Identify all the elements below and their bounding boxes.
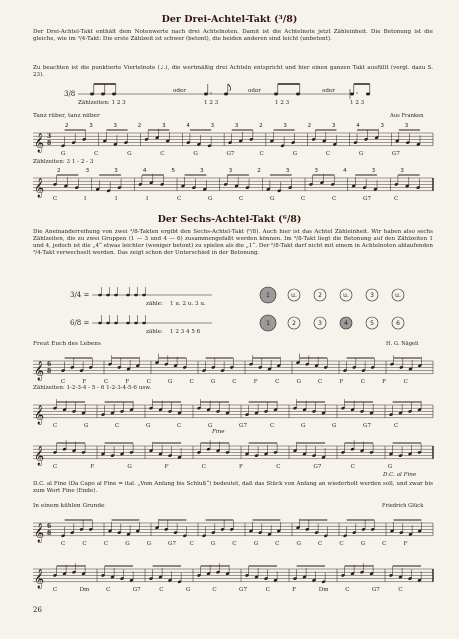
- chord-label: G: [146, 422, 151, 429]
- note-head: [134, 294, 138, 297]
- fingering-number: 3: [210, 123, 215, 129]
- chord-label: G: [168, 378, 173, 385]
- note-head: [114, 322, 118, 325]
- chord-label: G7: [239, 586, 248, 593]
- chord-label: F: [253, 378, 258, 385]
- chord-label: F: [125, 378, 130, 385]
- fingering-number: 2: [65, 123, 69, 129]
- fingering-number: 3: [234, 123, 239, 129]
- chord-label: F: [82, 378, 87, 385]
- fingering-number: 3: [371, 168, 376, 174]
- chord-label: C: [53, 463, 58, 470]
- chord-label: C: [265, 586, 270, 593]
- note-head: [126, 322, 130, 325]
- chord-label: C: [394, 422, 399, 429]
- note-head: [114, 294, 118, 297]
- song1-counts: Zählzeiten: 3 1 - 2 - 3: [33, 159, 94, 165]
- staff-song2-row2: [0, 393, 459, 433]
- song2-source: H. G. Nägeli: [386, 341, 419, 347]
- chord-label: I: [146, 195, 149, 202]
- fingering-number: 4: [142, 168, 147, 174]
- chord-label: C: [339, 540, 344, 547]
- note-head: [98, 294, 102, 297]
- paragraph-dc-al-fine: D.C. al Fine (Da Capo al Fine = ital. „Vom Anfang bis Schluß“) bedeutet, daß das Stück von Anfang an wiederholt werden soll, und zwar bis zum Wort Fine (Ende).: [33, 481, 433, 495]
- chord-label: C: [103, 540, 109, 547]
- chord-label: F: [339, 378, 344, 385]
- paragraph-three-eight-intro: Der Drei-Achtel-Takt enthält dem Notenwerte nach drei Achtelnoten. Damit ist die Achtelnote jetzt Zähleinheit. Die Betonung ist die gleiche, wie im ³/4-Takt: Die erste Zählzeit ist schwer (betont), die beiden anderen sind leicht (unbetont).: [33, 29, 433, 43]
- count-circle-label: u.: [291, 292, 297, 299]
- chord-label: F: [90, 463, 95, 470]
- example-counts-c: 1 2 3: [275, 100, 290, 106]
- fingering-number: 4: [356, 123, 360, 129]
- song2-title: Freut Euch des Lebens: [33, 341, 102, 347]
- paragraph-dotted-quarter: Zu beachten ist die punktierte Viertelnote (♩.), die wertmäßig drei Achteln entspricht und hier einen ganzen Takt ausfüllt (vergl. dazu S. 23).: [33, 65, 433, 79]
- chord-label: C: [106, 586, 111, 593]
- count-circle-label: 3: [370, 292, 374, 299]
- fingering-number: 3: [162, 123, 166, 129]
- chord-label: C: [159, 586, 164, 593]
- chord-label: C: [259, 150, 264, 157]
- treble-clef-icon: 𝄞: [34, 132, 45, 153]
- fingering-number: 4: [343, 168, 347, 174]
- chord-label: G7: [132, 586, 141, 593]
- count-circle-label: 6: [396, 320, 400, 327]
- chord-label: C: [360, 378, 366, 385]
- chord-label: C: [177, 422, 182, 429]
- oder-label-2: oder: [248, 88, 261, 94]
- fingering-number: 3: [89, 123, 93, 129]
- chord-label: G: [125, 540, 130, 547]
- note-head: [98, 322, 102, 325]
- chord-label: G: [358, 150, 364, 157]
- time-sig-bottom: 8: [47, 368, 52, 376]
- chord-label: C: [403, 378, 408, 385]
- chord-label: C: [189, 540, 194, 547]
- fingering-number: 3: [404, 123, 409, 129]
- chord-label: G: [296, 378, 301, 385]
- chord-label: G: [127, 463, 132, 470]
- chord-label: G: [253, 540, 259, 547]
- chord-label: C: [317, 378, 323, 385]
- chord-label: G: [146, 540, 152, 547]
- time-sig-top: 3: [47, 133, 52, 141]
- count-circle-label: 1: [266, 320, 270, 327]
- song1-source: Aus Franken: [390, 113, 424, 119]
- fingering-number: 4: [186, 123, 190, 129]
- fingering-number: 2: [257, 168, 261, 174]
- staff-song3-row2: [0, 557, 459, 603]
- fingering-number: 3: [400, 168, 404, 174]
- chord-label: F: [403, 540, 408, 547]
- chord-label: C: [61, 378, 66, 385]
- fingering-number: 3: [114, 168, 118, 174]
- chord-label: G: [292, 150, 298, 157]
- chord-label: C: [398, 586, 403, 593]
- chord-label: I: [84, 195, 87, 202]
- chord-label: G7: [363, 195, 372, 202]
- fingering-number: 3: [200, 168, 204, 174]
- chord-label: C: [177, 195, 182, 202]
- fingering-number: 2: [259, 123, 263, 129]
- chord-label: G: [61, 150, 66, 157]
- chord-label: C: [232, 378, 237, 385]
- note-head: [142, 322, 146, 325]
- fingering-number: 2: [307, 123, 312, 129]
- treble-clef-icon: 𝄞: [34, 404, 45, 425]
- fingering-number: 2: [137, 123, 142, 129]
- chord-label: G: [360, 540, 366, 547]
- fingering-number: 3: [314, 168, 319, 174]
- note-head: [134, 322, 138, 325]
- note-head: [126, 294, 130, 297]
- staff-song3-row1: [0, 511, 459, 555]
- song2-counts: Zählzeiten: 1-2-3-4 - 5 - 6 1-2-3-4-5-6 usw.: [33, 385, 152, 391]
- chord-label: C: [276, 463, 281, 470]
- fingering-number: 3: [113, 123, 118, 129]
- example-counts-d: 1 2 3: [350, 100, 365, 106]
- chord-label: G7: [391, 150, 400, 157]
- chord-label: G: [193, 150, 198, 157]
- oder-label-1: oder: [173, 88, 186, 94]
- chord-label: G: [208, 195, 213, 202]
- chord-label: G: [185, 586, 191, 593]
- chord-label: C: [103, 378, 109, 385]
- chord-label: C: [394, 195, 399, 202]
- time-signature-3-8: 3/8: [64, 90, 76, 98]
- fingering-number: 3: [331, 123, 336, 129]
- chord-label: G7: [239, 422, 248, 429]
- staff-song1-row2: [0, 166, 459, 210]
- chord-label: G: [127, 150, 132, 157]
- compare-a-counts: 1 u. 2 u. 3 u.: [170, 301, 206, 307]
- chord-label: C: [212, 586, 217, 593]
- chord-label: C: [325, 150, 331, 157]
- compare-b-count-label: zähle:: [146, 329, 163, 335]
- staff-song2-row1: [0, 349, 459, 389]
- staff-song2-row3: [0, 434, 459, 478]
- chord-label: C: [332, 195, 337, 202]
- rhythm-notes-d: [350, 84, 370, 96]
- chord-label: C: [53, 195, 58, 202]
- chord-label: G: [332, 422, 337, 429]
- section-title-six-eight: Der Sechs-Achtel-Takt (⁶/8): [157, 214, 302, 225]
- chord-label: G: [301, 422, 306, 429]
- song1-title: Tanz rüber, tanz nüber: [33, 113, 100, 119]
- compare-b-time: 6/8 =: [70, 319, 90, 327]
- count-circle-label: u.: [343, 292, 349, 299]
- example-counts-b: 1 2 3: [204, 100, 219, 106]
- chord-label: C: [317, 540, 323, 547]
- fine-marking: Fine: [212, 428, 225, 435]
- chord-label: G: [296, 540, 301, 547]
- rhythm-notes-a: [90, 84, 116, 96]
- fingering-number: 5: [171, 168, 175, 174]
- chord-label: C: [189, 378, 194, 385]
- chord-label: C: [275, 378, 280, 385]
- song3-source: Friedrich Glück: [382, 503, 424, 509]
- count-circle-label: 2: [318, 292, 322, 299]
- chord-label: G7: [168, 540, 177, 547]
- count-circle-label: u.: [395, 292, 401, 299]
- chord-label: C: [301, 195, 306, 202]
- chord-label: C: [382, 540, 387, 547]
- chord-label: G: [210, 378, 216, 385]
- treble-clef-icon: 𝄞: [34, 568, 45, 589]
- fingering-number: 3: [380, 123, 384, 129]
- count-circle-label: 3: [318, 320, 322, 327]
- example-counts-label: Zählzeiten: 1 2 3: [78, 100, 126, 106]
- chord-label: Dm: [318, 586, 329, 593]
- time-sig-top: 6: [47, 361, 52, 369]
- chord-label: C: [270, 422, 275, 429]
- chord-label: Dm: [79, 586, 90, 593]
- chord-label: G: [270, 195, 275, 202]
- fingering-number: 2: [57, 168, 61, 174]
- time-sig-bottom: 8: [47, 140, 52, 148]
- chord-label: F: [292, 586, 297, 593]
- fingering-number: 3: [283, 123, 287, 129]
- compare-six-eight: [0, 313, 459, 335]
- chord-label: C: [232, 540, 237, 547]
- count-circle-label: 2: [292, 320, 296, 327]
- chord-label: G: [210, 540, 216, 547]
- oder-label-3: oder: [322, 88, 335, 94]
- chord-label: G: [84, 422, 89, 429]
- compare-a-count-label: zähle:: [146, 301, 163, 307]
- chord-label: C: [53, 586, 58, 593]
- chord-label: F: [164, 463, 169, 470]
- chord-label: C: [82, 540, 87, 547]
- note-head: [106, 294, 110, 297]
- song3-title: In einem kühlen Grunde: [33, 503, 105, 509]
- chord-label: G7: [313, 463, 322, 470]
- chord-label: C: [115, 422, 120, 429]
- chord-label: F: [239, 463, 243, 470]
- note-head: [142, 294, 146, 297]
- chord-label: C: [160, 150, 165, 157]
- count-circle-label: 4: [344, 320, 348, 327]
- chord-label: C: [239, 195, 244, 202]
- chord-label: C: [94, 150, 99, 157]
- time-sig-top: 6: [47, 523, 52, 531]
- note-head: [106, 322, 110, 325]
- chord-label: C: [61, 540, 66, 547]
- fingering-number: 3: [85, 168, 90, 174]
- chord-label: C: [345, 586, 350, 593]
- dc-al-fine-marking: D.C. al Fine: [383, 471, 417, 478]
- fingering-number: 3: [285, 168, 290, 174]
- section-title-three-eight: Der Drei-Achtel-Takt (³/8): [161, 14, 298, 25]
- rhythm-example-3-8: [0, 82, 459, 110]
- compare-b-counts: 1 2 3 4 5 6: [170, 329, 201, 335]
- compare-a-time: 3/4 =: [70, 291, 90, 299]
- count-circle-label: 5: [370, 320, 374, 327]
- chord-label: C: [201, 463, 207, 470]
- chord-label: C: [53, 422, 58, 429]
- chord-label: C: [275, 540, 280, 547]
- chord-label: G7: [371, 586, 380, 593]
- chord-label: C: [350, 463, 355, 470]
- chord-label: G7: [363, 422, 372, 429]
- chord-label: F: [382, 378, 387, 385]
- page-number: 26: [33, 606, 42, 614]
- paragraph-six-eight: Die Aneinanderreihung von zwei ³/8-Takten ergibt den Sechs-Achtel-Takt (⁶/8). Auch hier ist das Achtel Zähleinheit. Wir haben also sechs Zählzeiten, die zu zwei Gruppen (1 — 3 und 4 — 6) zusammengefaßt werden können. Im ⁶/8-Takt liegt die Betonung auf den Zählzeiten 1 und 4, jedoch ist die „4“ etwas leichter (weniger betont) zu spielen als die „1“. Der ⁶/8-Takt darf nicht mit einem in Achtelnoten ablaufenden ³/4-Takt verwechselt werden. Das zeigt schon der Unterschied in der Betonung.: [33, 229, 433, 257]
- time-sig-bottom: 8: [47, 530, 52, 538]
- chord-label: C: [146, 378, 151, 385]
- treble-clef-icon: 𝄞: [34, 522, 45, 543]
- treble-clef-icon: 𝄞: [34, 177, 45, 198]
- chord-label: G7: [226, 150, 235, 157]
- fingering-number: 3: [228, 168, 233, 174]
- count-circle-label: 1: [266, 292, 270, 299]
- chord-label: G: [208, 422, 213, 429]
- chord-label: I: [115, 195, 118, 202]
- treble-clef-icon: 𝄞: [34, 360, 45, 381]
- chord-label: G: [387, 463, 393, 470]
- compare-three-four: [0, 285, 459, 307]
- treble-clef-icon: 𝄞: [34, 445, 45, 466]
